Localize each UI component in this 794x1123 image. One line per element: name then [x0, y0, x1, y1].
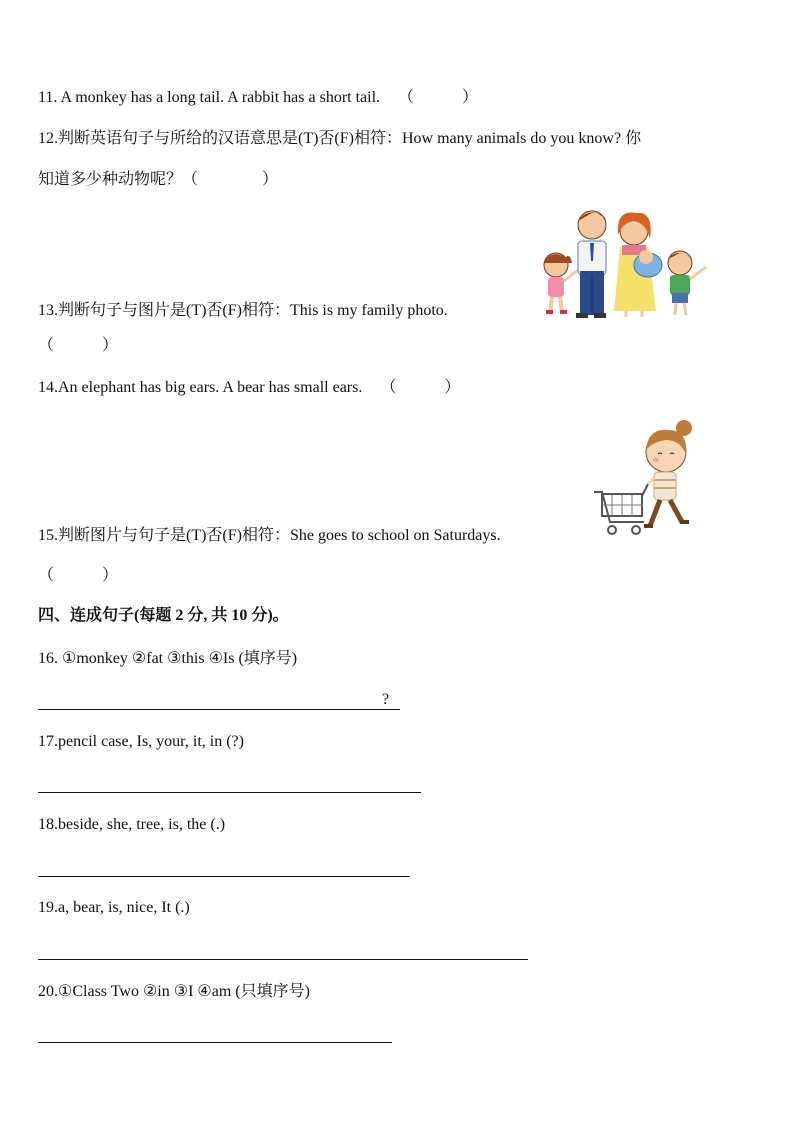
- answer-line-17[interactable]: [38, 792, 421, 793]
- answer-paren-13[interactable]: （ ）: [38, 337, 119, 354]
- question-16: 16. ①monkey ②fat ③this ④Is (填序号): [38, 650, 298, 667]
- answer-paren-15[interactable]: （ ）: [38, 567, 119, 584]
- answer-paren-11[interactable]: （ ）: [398, 89, 479, 106]
- question-18: 18.beside, she, tree, is, the (.): [38, 816, 226, 833]
- question-19: 19.a, bear, is, nice, It (.): [38, 899, 190, 916]
- question-15: 15.判断图片与句子是(T)否(F)相符：She goes to school on Saturdays.: [38, 527, 501, 544]
- section-4-title: 四、连成句子(每题 2 分, 共 10 分)。: [38, 607, 289, 624]
- answer-paren-14[interactable]: （ ）: [380, 379, 461, 396]
- answer-line-20[interactable]: [38, 1042, 392, 1043]
- question-11: [38, 88, 478, 108]
- answer-line-18[interactable]: [38, 876, 410, 877]
- question-16-end-mark: ?: [382, 691, 390, 708]
- shopping-cart-girl-illustration: [592, 418, 702, 542]
- answer-line-16[interactable]: [38, 709, 400, 710]
- question-14: [38, 378, 460, 398]
- question-20: 20.①Class Two ②in ③I ④am (只填序号): [38, 983, 310, 1000]
- family-photo-illustration: [530, 205, 712, 320]
- question-11-text: 11. A monkey has a long tail. A rabbit has a short tail.: [38, 89, 381, 106]
- answer-line-19[interactable]: [38, 959, 528, 960]
- question-12-line1: 12.判断英语句子与所给的汉语意思是(T)否(F)相符：How many animals do you know? 你: [38, 130, 642, 147]
- question-14-text: 14.An elephant has big ears. A bear has small ears.: [38, 379, 363, 396]
- question-12-line2[interactable]: 知道多少种动物呢？（ ）: [38, 171, 279, 188]
- question-17: 17.pencil case, Is, your, it, in (?): [38, 733, 244, 750]
- question-13: 13.判断句子与图片是(T)否(F)相符：This is my family photo.: [38, 302, 448, 319]
